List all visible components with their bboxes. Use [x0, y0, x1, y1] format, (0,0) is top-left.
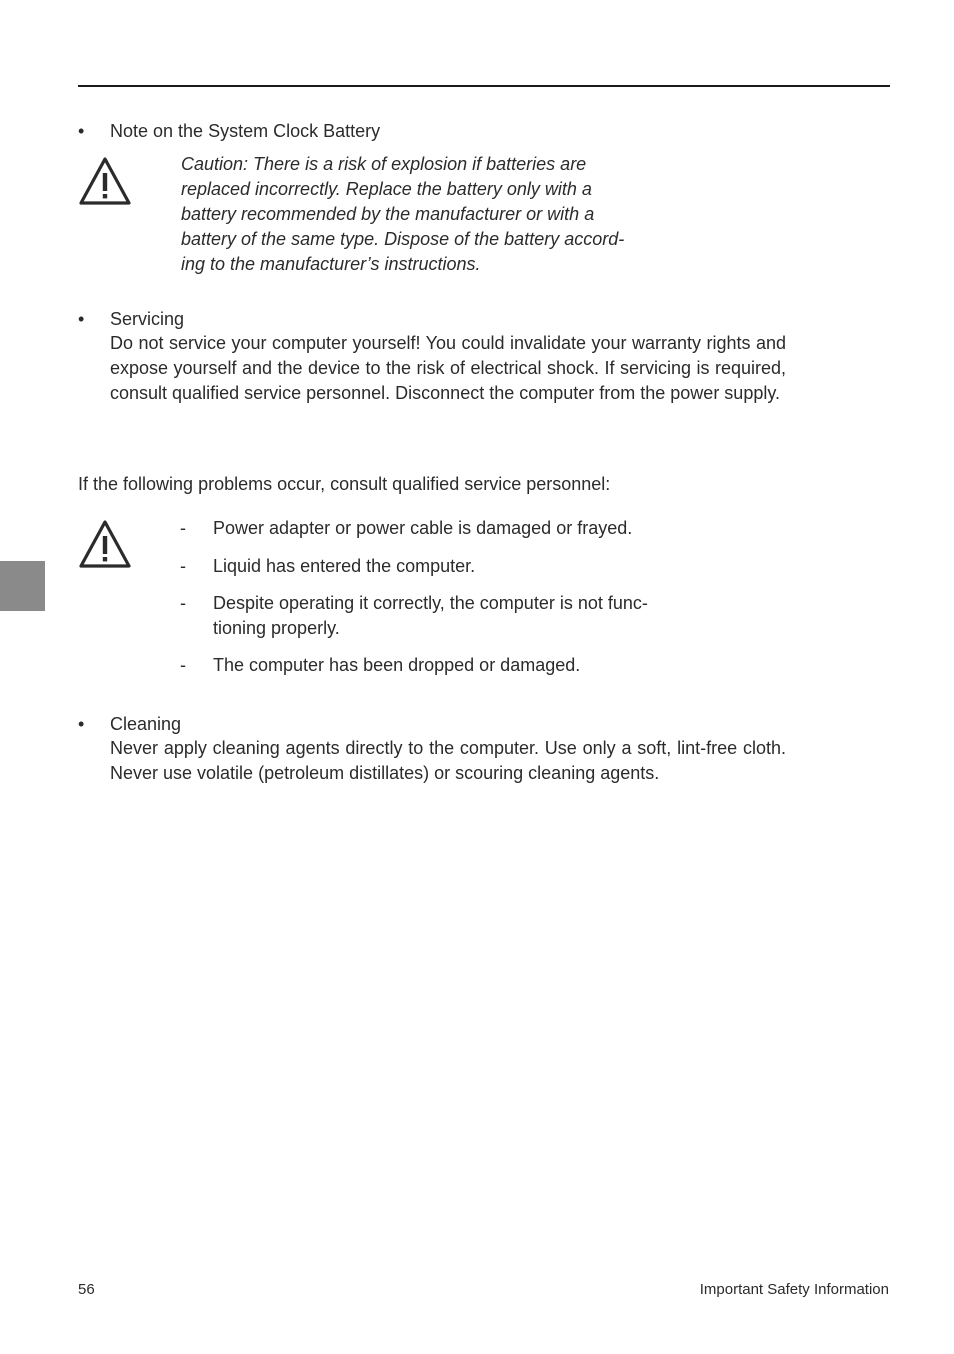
battery-caution-text [181, 152, 741, 277]
page-number: 56 [78, 1281, 95, 1298]
problem-dash: - [180, 518, 186, 538]
problem-item: The computer has been dropped or damaged. [213, 655, 581, 675]
footer-section-title: Important Safety Information [699, 1281, 889, 1298]
servicing-title: Servicing [110, 309, 185, 329]
caution-line: Caution: There is a risk of explosion if batteries are [181, 154, 587, 174]
warning-triangle-icon [78, 156, 132, 206]
caution-line: battery recommended by the manufacturer or with a [181, 204, 595, 224]
problems-intro: If the following problems occur, consult qualified service personnel: [78, 474, 611, 494]
chapter-tab-marker [0, 561, 45, 611]
problem-item-line: tioning properly. [213, 618, 340, 638]
problem-item [213, 591, 648, 641]
caution-line: replaced incorrectly. Replace the battery only with a [181, 179, 592, 199]
problem-item-line: Despite operating it correctly, the computer is not func- [213, 593, 648, 613]
battery-note-title: Note on the System Clock Battery [110, 121, 381, 141]
bullet-battery: • [78, 121, 85, 141]
problem-dash: - [180, 593, 186, 613]
cleaning-body: Never apply cleaning agents directly to the computer. Use only a soft, lint-free cloth. Never use volatile (petroleum distillates) or scouring cleaning agents. [110, 738, 786, 783]
bullet-servicing: • [78, 309, 85, 329]
problem-dash: - [180, 556, 186, 576]
header-rule [78, 85, 890, 87]
bullet-cleaning: • [78, 714, 85, 734]
warning-triangle-icon [78, 519, 132, 569]
servicing-body: Do not service your computer yourself! You could invalidate your warranty rights and expose yourself and the device to the risk of electrical shock. If servicing is required, consult qualified service personnel. Disconnect the computer from the power supply. [110, 333, 786, 403]
cleaning-title: Cleaning [110, 714, 182, 734]
caution-line: battery of the same type. Dispose of the battery accord- [181, 229, 625, 249]
problem-dash: - [180, 655, 186, 675]
problem-item: Power adapter or power cable is damaged or frayed. [213, 518, 633, 538]
caution-line: ing to the manufacturer’s instructions. [181, 254, 481, 274]
problem-item: Liquid has entered the computer. [213, 556, 476, 576]
